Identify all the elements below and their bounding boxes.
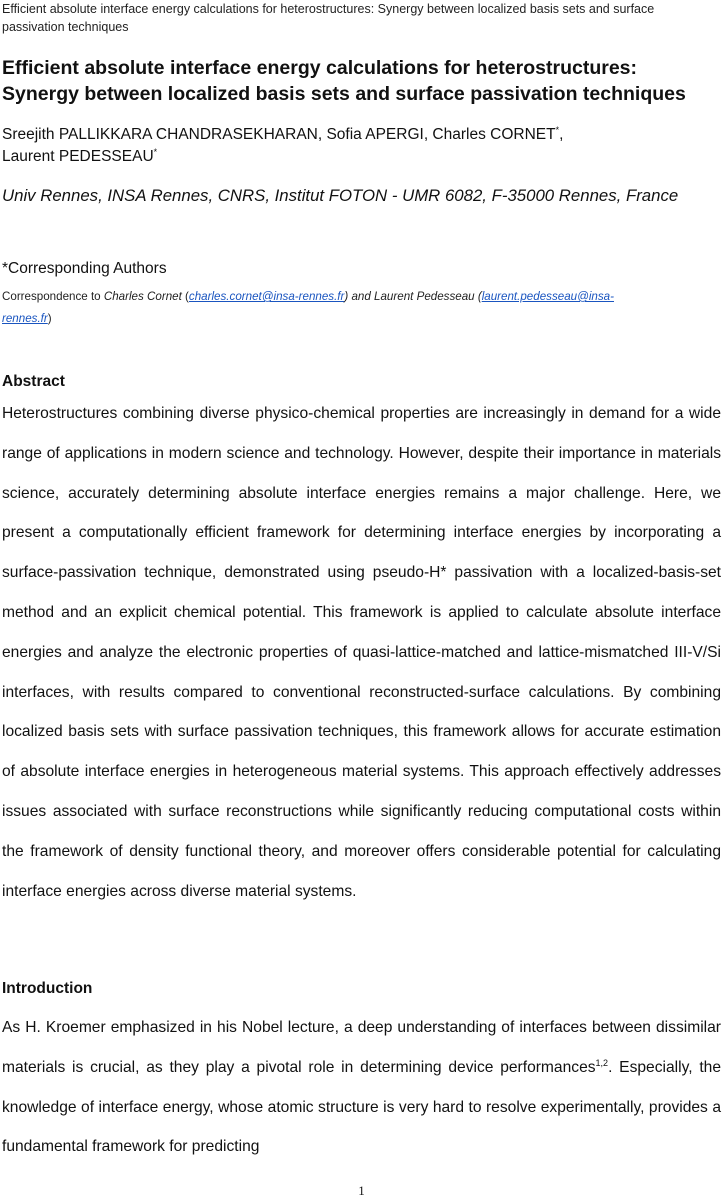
author-list bbox=[2, 124, 717, 168]
author-separator: , bbox=[559, 126, 564, 143]
correspondence-author-1: Charles Cornet bbox=[103, 290, 182, 303]
corresponding-authors-heading: *Corresponding Authors bbox=[2, 260, 167, 277]
author-line-2: Laurent PEDESSEAU bbox=[2, 148, 154, 165]
email-link-pedesseau-cont[interactable]: rennes.fr bbox=[2, 312, 48, 325]
citation-ref[interactable]: 1,2 bbox=[595, 1057, 609, 1068]
correspondence-paren-open: ( bbox=[181, 290, 189, 303]
correspondence-paren-close: ) bbox=[47, 312, 52, 325]
corresponding-mark: * bbox=[153, 146, 158, 157]
running-header: Efficient absolute interface energy calculations for heterostructures: Synergy between localized basis sets and surface passivation techniques bbox=[2, 2, 655, 34]
intro-text-part-2: . Especially, the knowledge of interface energy, whose atomic structure is very hard to resolve experimentally, provides a fundamental framework for predicting bbox=[2, 1058, 721, 1156]
abstract-text: Heterostructures combining diverse physico-chemical properties are increasingly in demand for a wide range of applications in modern science and technology. However, despite their importance in materials science, accurately determining absolute interface energies remains a major challenge. Here, we present a computationally efficient framework for determining interface energies by incorporating a surface-passivation technique, demonstrated using pseudo-H* passivation with a localized-basis-set method and an explicit chemical potential. This framework is applied to calculate absolute interface energies and analyze the electronic properties of quasi-lattice-matched and lattice-mismatched III-V/Si interfaces, with results compared to conventional reconstructed-surface calculations. By combining localized basis sets with surface passivation techniques, this framework allows for accurate estimation of absolute interface energies in heterogeneous material systems. This approach effectively addresses issues associated with surface reconstructions while significantly reducing computational costs within the framework of density functional theory, and moreover offers considerable potential for calculating interface energies across diverse material systems. bbox=[2, 405, 721, 900]
author-line-1: Sreejith PALLIKKARA CHANDRASEKHARAN, Sofia APERGI, Charles CORNET bbox=[2, 126, 556, 143]
correspondence-mid: ) and Laurent Pedesseau ( bbox=[344, 290, 482, 303]
introduction-heading: Introduction bbox=[2, 980, 93, 997]
email-link-cornet[interactable]: charles.cornet@insa-rennes.fr bbox=[188, 290, 345, 303]
email-link-pedesseau[interactable]: laurent.pedesseau@insa- bbox=[481, 290, 614, 303]
introduction-text bbox=[2, 1008, 721, 1167]
corresponding-mark: * bbox=[555, 124, 560, 135]
page-number: 1 bbox=[358, 1183, 365, 1198]
correspondence-prefix: Correspondence to bbox=[2, 290, 104, 303]
abstract-heading: Abstract bbox=[2, 373, 65, 390]
paper-title: Efficient absolute interface energy calculations for heterostructures: Synergy between localized basis sets and surface passivation techniques bbox=[2, 57, 686, 105]
correspondence-line bbox=[2, 286, 692, 330]
intro-text-part-1: As H. Kroemer emphasized in his Nobel lecture, a deep understanding of interfaces between dissimilar materials is crucial, as they play a pivotal role in determining device performances bbox=[2, 1019, 721, 1076]
affiliation: Univ Rennes, INSA Rennes, CNRS, Institut FOTON - UMR 6082, F-35000 Rennes, France bbox=[2, 186, 679, 205]
